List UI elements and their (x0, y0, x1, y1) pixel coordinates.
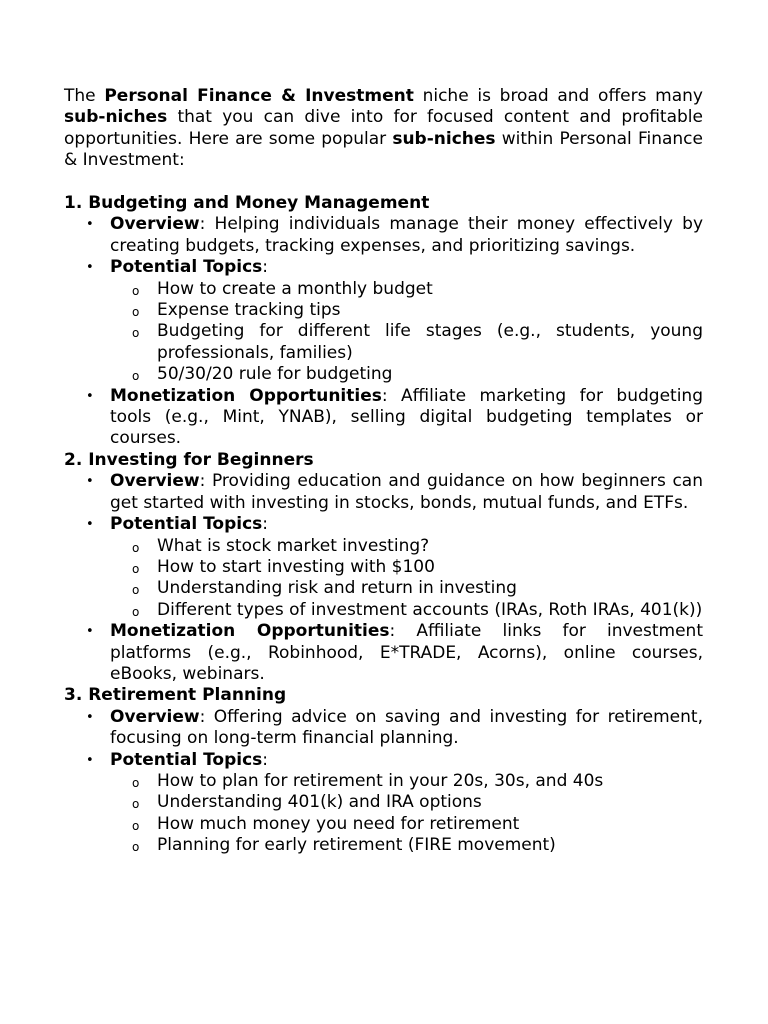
circle-bullet-icon: o (132, 818, 140, 833)
topics-label: Potential Topics (110, 514, 263, 535)
section-budgeting (64, 193, 703, 450)
circle-bullet-icon: o (132, 326, 140, 341)
list-item (132, 835, 703, 856)
topic-text: How to plan for retirement in your 20s, 30s, and 40s (157, 770, 604, 791)
list-item (132, 535, 703, 557)
topic-text: Understanding 401(k) and IRA options (157, 792, 482, 813)
topics-colon: : (262, 514, 269, 535)
document-page (64, 86, 703, 857)
section-retirement (64, 685, 703, 856)
topics-label: Potential Topics (110, 749, 263, 770)
overview-item (86, 706, 703, 750)
bullet-list (64, 214, 703, 449)
intro-paragraph (64, 86, 703, 172)
section-title: Retirement Planning (88, 685, 287, 706)
topics-colon: : (262, 749, 269, 770)
intro-text: The (64, 86, 105, 106)
topics-colon: : (262, 257, 269, 278)
circle-bullet-icon: o (132, 840, 140, 855)
overview-label: Overview (110, 471, 200, 492)
list-item (132, 278, 703, 300)
topic-text: How to create a monthly budget (157, 278, 433, 299)
topics-label: Potential Topics (110, 257, 263, 278)
section-number: 2. (64, 449, 83, 470)
section-heading (64, 685, 703, 706)
topics-item (86, 749, 703, 857)
intro-text: that you can dive into for focused content and profitable opportunities. Here are some popular (64, 107, 703, 149)
topics-item (86, 257, 703, 385)
topic-text: How much money you need for retirement (157, 813, 520, 834)
list-item (132, 792, 703, 813)
overview-item (86, 471, 703, 514)
bullet-icon: • (86, 217, 94, 233)
topic-text: Budgeting for different life stages (e.g., students, young professionals, families) (157, 321, 703, 363)
list-item (132, 813, 703, 835)
list-item (132, 321, 703, 364)
list-item (132, 578, 703, 599)
bullet-icon: • (86, 709, 94, 725)
intro-bold-subniches: sub-niches (64, 107, 168, 128)
overview-item (86, 214, 703, 257)
paragraph-gap (64, 172, 703, 193)
circle-bullet-icon: o (132, 540, 140, 555)
bullet-icon: • (86, 752, 94, 768)
circle-bullet-icon: o (132, 369, 140, 384)
list-item (132, 364, 703, 385)
list-item (132, 770, 703, 792)
section-number: 3. (64, 685, 83, 706)
overview-text: : Helping individuals manage their money effectively by creating budgets, tracking expenses, and prioritizing savings. (110, 214, 703, 256)
overview-label: Overview (110, 214, 200, 235)
topic-text: Understanding risk and return in investing (157, 578, 517, 599)
section-title: Investing for Beginners (88, 449, 314, 470)
monetization-label: Monetization Opportunities (110, 385, 382, 406)
list-item (132, 300, 703, 321)
monetization-text: : Affiliate marketing for budgeting tools (e.g., Mint, YNAB), selling digital budgeting templates or courses. (110, 385, 703, 449)
intro-bold-subniches: sub-niches (392, 128, 496, 149)
section-title: Budgeting and Money Management (88, 193, 430, 214)
sub-list (110, 536, 703, 622)
circle-bullet-icon: o (132, 604, 140, 619)
monetization-label: Monetization Opportunities (110, 621, 390, 642)
intro-text: niche is broad and offers many (413, 86, 703, 106)
topic-text: What is stock market investing? (157, 535, 430, 556)
list-item (132, 556, 703, 578)
topic-text: Expense tracking tips (157, 300, 341, 321)
overview-label: Overview (110, 706, 200, 727)
topic-text: Different types of investment accounts (IRAs, Roth IRAs, 401(k)) (157, 599, 703, 620)
list-item (132, 599, 703, 621)
circle-bullet-icon: o (132, 305, 140, 320)
intro-bold-niche: Personal Finance & Investment (104, 86, 414, 106)
sub-list (110, 771, 703, 857)
bullet-list (64, 471, 703, 685)
monetization-item (86, 385, 703, 450)
overview-text: : Offering advice on saving and investing for retirement, focusing on long-term financial planning. (110, 706, 703, 749)
section-investing (64, 450, 703, 685)
monetization-text: : Affiliate links for investment platforms (e.g., Robinhood, E*TRADE, Acorns), online courses, eBooks, webinars. (110, 621, 703, 684)
section-heading (64, 450, 703, 471)
bullet-icon: • (86, 260, 94, 276)
section-heading (64, 193, 703, 214)
section-number: 1. (64, 193, 83, 214)
topic-text: Planning for early retirement (FIRE movement) (157, 835, 556, 856)
circle-bullet-icon: o (132, 561, 140, 576)
bullet-icon: • (86, 517, 94, 533)
bullet-icon: • (86, 474, 94, 490)
monetization-item (86, 621, 703, 685)
sub-list (110, 279, 703, 386)
bullet-icon: • (86, 388, 94, 404)
topic-text: How to start investing with $100 (157, 556, 435, 577)
topics-item (86, 514, 703, 621)
topic-text: 50/30/20 rule for budgeting (157, 364, 393, 385)
circle-bullet-icon: o (132, 283, 140, 298)
intro-text: within Personal Finance & Investment: (64, 128, 703, 171)
circle-bullet-icon: o (132, 775, 140, 790)
overview-text: : Providing education and guidance on how beginners can get started with investing in stocks, bonds, mutual funds, and ETFs. (110, 471, 703, 513)
bullet-icon: • (86, 624, 94, 640)
circle-bullet-icon: o (132, 797, 140, 812)
circle-bullet-icon: o (132, 583, 140, 598)
bullet-list (64, 707, 703, 857)
